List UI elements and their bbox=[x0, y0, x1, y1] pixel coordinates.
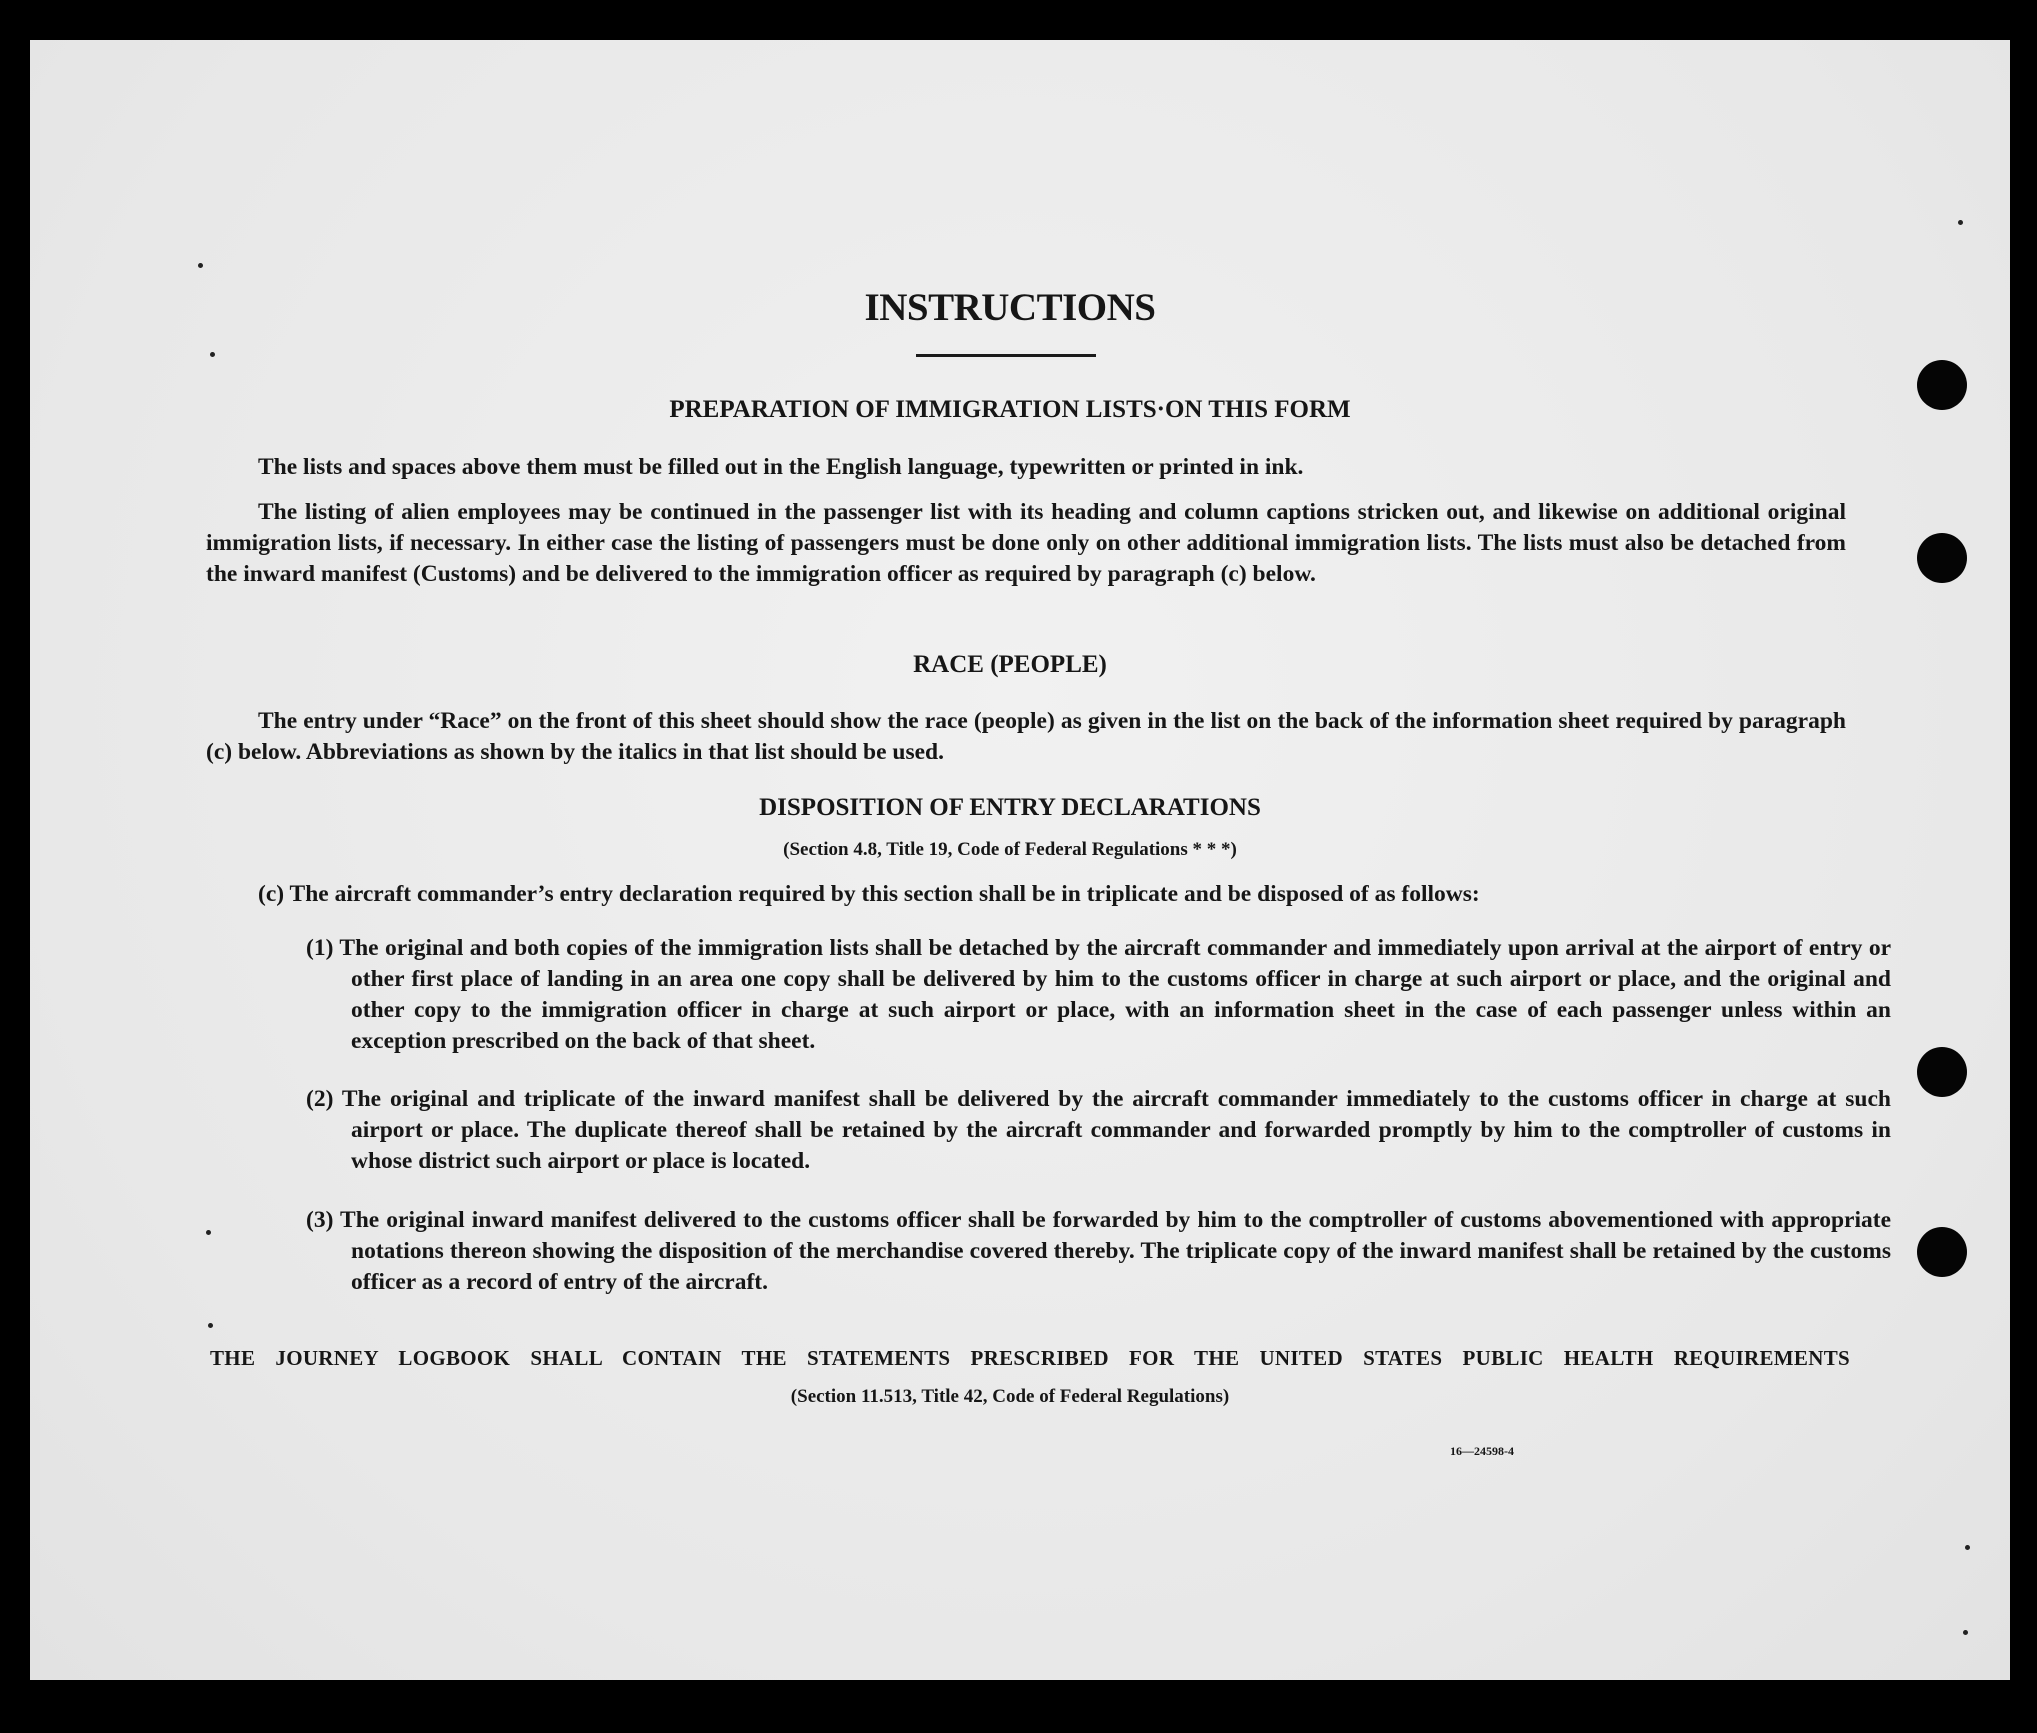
footer-citation: (Section 11.513, Title 42, Code of Federal Regulations) bbox=[790, 1386, 1230, 1407]
paper-speck bbox=[1965, 1545, 1970, 1550]
punch-hole-2 bbox=[1917, 533, 1967, 583]
page-title: INSTRUCTIONS bbox=[864, 286, 1156, 329]
paper-speck bbox=[1958, 220, 1963, 225]
disposition-citation: (Section 4.8, Title 19, Code of Federal Regulations * * *) bbox=[783, 839, 1237, 860]
footer-statement: THE JOURNEY LOGBOOK SHALL CONTAIN THE STATEMENTS PRESCRIBED FOR THE UNITED STATES PUBLIC HEALTH REQUIREMENTS bbox=[210, 1346, 1850, 1370]
paper-speck bbox=[210, 352, 215, 357]
disposition-item-1: (1) The original and both copies of the immigration lists shall be detached by the aircraft commander and immediately upon arrival at the airport of entry or other first place of landing in an area one copy shall be delivered by him to the customs officer in charge at such airport or place, and the original and other copy to the immigration officer in charge at such airport or place, with an information sheet in the case of each passenger unless within an exception prescribed on the back of that sheet. bbox=[306, 935, 1891, 1054]
page-content bbox=[30, 40, 2010, 1680]
disposition-item-2: (2) The original and triplicate of the inward manifest shall be delivered by the aircraft commander immediately to the customs officer in charge at such airport or place. The duplicate thereof shall be retained by the aircraft commander and forwarded promptly by him to the comptroller of customs in whose district such airport or place is located. bbox=[306, 1086, 1891, 1174]
section-heading-race: RACE (PEOPLE) bbox=[913, 651, 1107, 678]
paper-speck bbox=[1963, 1630, 1968, 1635]
punch-hole-3 bbox=[1917, 1047, 1967, 1097]
punch-hole-1 bbox=[1917, 360, 1967, 410]
document-page bbox=[30, 40, 2010, 1680]
title-underline bbox=[916, 354, 1096, 357]
section-heading-preparation: PREPARATION OF IMMIGRATION LISTS·ON THIS FORM bbox=[669, 396, 1351, 423]
paper-speck bbox=[206, 1230, 211, 1235]
race-paragraph: The entry under “Race” on the front of this sheet should show the race (people) as given in the list on the back of the information sheet required by paragraph (c) below. Abbreviations as shown by the italics in that list should be used. bbox=[206, 708, 1846, 765]
punch-hole-4 bbox=[1917, 1227, 1967, 1277]
disposition-paragraph-c: (c) The aircraft commander’s entry declaration required by this section shall be in triplicate and be disposed of as follows: bbox=[258, 881, 1480, 907]
section-heading-disposition: DISPOSITION OF ENTRY DECLARATIONS bbox=[759, 794, 1261, 821]
paper-speck bbox=[208, 1323, 213, 1328]
paper-speck bbox=[198, 263, 203, 268]
preparation-paragraph-1: The lists and spaces above them must be filled out in the English language, typewritten or printed in ink. bbox=[258, 454, 1304, 480]
preparation-paragraph-2: The listing of alien employees may be continued in the passenger list with its heading and column captions stricken out, and likewise on additional original immigration lists, if necessary. In either case the listing of passengers must be done only on other additional immigration lists. The lists must also be detached from the inward manifest (Customs) and be delivered to the immigration officer as required by paragraph (c) below. bbox=[206, 499, 1846, 587]
form-number: 16—24598-4 bbox=[1450, 1444, 1514, 1458]
disposition-item-3: (3) The original inward manifest delivered to the customs officer shall be forwarded by him to the comptroller of customs abovementioned with appropriate notations thereon showing the disposition of the merchandise covered thereby. The triplicate copy of the inward manifest shall be retained by the customs officer as a record of entry of the aircraft. bbox=[306, 1207, 1891, 1295]
